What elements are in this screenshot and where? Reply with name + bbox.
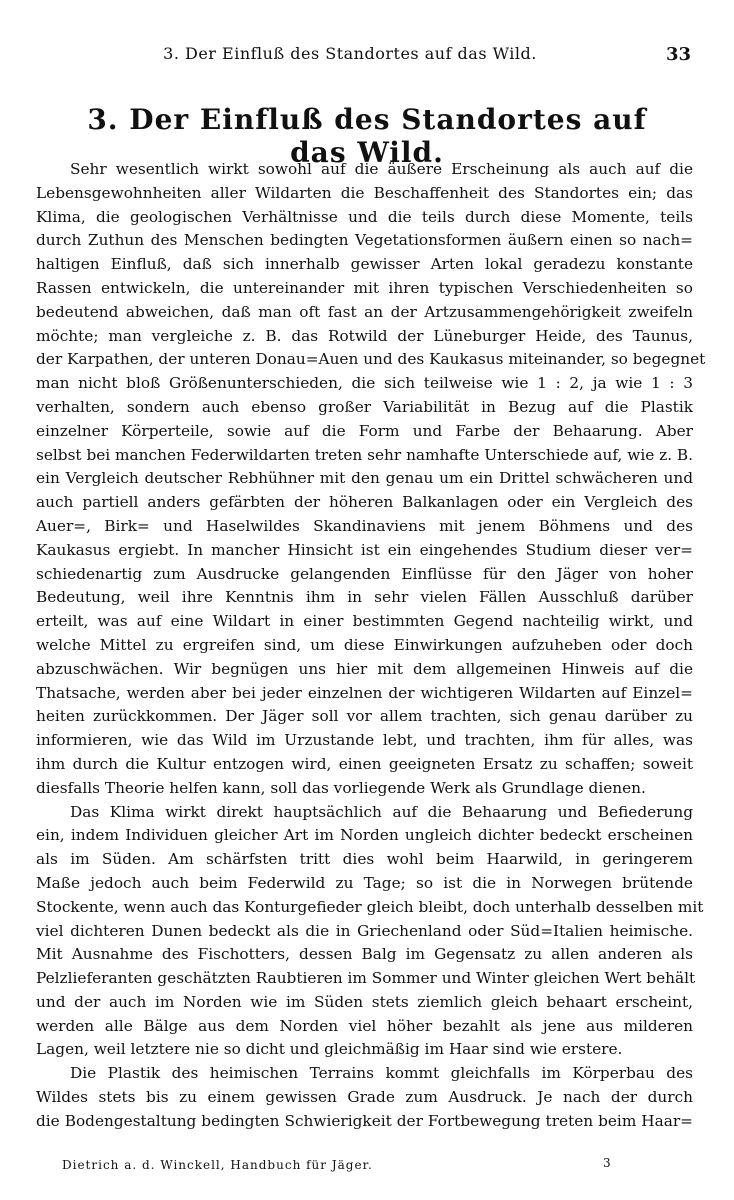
text-line: welche Mittel zu ergreifen sind, um diese Einwirkungen aufzuheben oder doch: [36, 635, 693, 654]
text-line: Pelzlieferanten geschätzten Raubtieren im Sommer und Winter gleichen Wert behält: [36, 969, 696, 988]
paragraph: [36, 801, 704, 1063]
text-line: heiten zurückkommen. Der Jäger soll vor allem trachten, sich genau darüber zu: [36, 707, 693, 726]
text-line: informieren, wie das Wild im Urzustande lebt, und trachten, ihm für alles, was: [36, 731, 693, 750]
text-line: diesfalls Theorie helfen kann, soll das vorliegende Werk als Grundlage dienen.: [36, 778, 646, 797]
text-line: als im Süden. Am schärfsten tritt dies wohl beim Haarwild, in geringerem: [36, 850, 693, 869]
text-line: Lagen, weil letztere nie so dicht und gleichmäßig im Haar sind wie erstere.: [36, 1040, 623, 1059]
text-line: erteilt, was auf eine Wildart in einer bestimmten Gegend nachteilig wirkt, und: [36, 612, 693, 631]
text-line: und der auch im Norden wie im Süden stets ziemlich gleich behaart erscheint,: [36, 992, 693, 1011]
chapter-title: 3. Der Einfluß des Standortes auf das Wild.: [87, 103, 647, 169]
footer-credit: Dietrich a. d. Winckell, Handbuch für Jäger.: [62, 1158, 373, 1172]
text-line: bedeutend abweichen, daß man oft fast an der Artzusammengehörigkeit zweifeln: [36, 302, 693, 321]
paragraph: [36, 1062, 693, 1133]
text-line: Das Klima wirkt direkt hauptsächlich auf die Behaarung und Befiederung: [70, 802, 693, 821]
text-line: Die Plastik des heimischen Terrains kommt gleichfalls im Körperbau des: [70, 1064, 693, 1083]
text-line: Sehr wesentlich wirkt sowohl auf die äußere Erscheinung als auch auf die: [70, 160, 693, 178]
text-line: abzuschwächen. Wir begnügen uns hier mit dem allgemeinen Hinweis auf die: [36, 659, 693, 678]
text-line: durch Zuthun des Menschen bedingten Vegetationsformen äußern einen so nach=: [36, 231, 693, 250]
running-head: [0, 44, 734, 70]
text-line: Bedeutung, weil ihre Kenntnis ihm in sehr vielen Fällen Ausschluß darüber: [36, 588, 693, 607]
text-line: Klima, die geologischen Verhältnisse und die teils durch diese Momente, teils: [36, 207, 693, 226]
page-footer: [0, 1158, 734, 1180]
text-line: man nicht bloß Größenunterschieden, die sich teilweise wie 1 : 2, ja wie 1 : 3: [36, 374, 693, 393]
text-line: Lebensgewohnheiten aller Wildarten die Beschaffenheit des Standortes ein; das: [36, 183, 693, 202]
signature-mark: 3: [603, 1156, 611, 1170]
text-line: auch partiell anders gefärbten der höheren Balkanlagen oder ein Vergleich des: [36, 493, 693, 512]
text-line: Kaukasus ergiebt. In mancher Hinsicht ist ein eingehendes Studium dieser ver=: [36, 540, 693, 559]
text-line: schiedenartig zum Ausdrucke gelangenden Einflüsse für den Jäger von hoher: [36, 564, 693, 583]
text-line: Wildes stets bis zu einem gewissen Grade zum Ausdruck. Je nach der durch: [36, 1088, 693, 1107]
text-line: Auer=, Birk= und Haselwildes Skandinaviens mit jenem Böhmens und des: [36, 516, 693, 535]
text-line: einzelner Körperteile, sowie auf die Form und Farbe der Behaarung. Aber: [36, 421, 693, 440]
text-line: ihm durch die Kultur entzogen wird, einen geeigneten Ersatz zu schaffen; soweit: [36, 754, 693, 773]
page-number: 33: [666, 44, 692, 65]
body-text: [36, 158, 706, 1134]
text-line: der Karpathen, der unteren Donau=Auen und des Kaukasus miteinander, so begegnet: [36, 350, 706, 369]
paragraph: [36, 158, 706, 801]
text-line: Stockente, wenn auch das Konturgefieder gleich bleibt, doch unterhalb desselben mit: [36, 897, 704, 916]
text-line: verhalten, sondern auch ebenso großer Variabilität in Bezug auf die Plastik: [36, 397, 693, 416]
text-line: Rassen entwickeln, die untereinander mit ihren typischen Verschiedenheiten so: [36, 278, 693, 297]
text-line: Maße jedoch auch beim Federwild zu Tage; so ist die in Norwegen brütende: [36, 873, 693, 892]
text-line: haltigen Einfluß, daß sich innerhalb gewisser Arten lokal geradezu konstante: [36, 255, 693, 274]
running-title: 3. Der Einfluß des Standortes auf das Wild.: [163, 44, 537, 63]
text-line: möchte; man vergleiche z. B. das Rotwild der Lüneburger Heide, des Taunus,: [36, 326, 693, 345]
text-line: ein, indem Individuen gleicher Art im Norden ungleich dichter bedeckt erscheinen: [36, 826, 693, 845]
text-line: selbst bei manchen Federwildarten treten sehr namhafte Unterschiede auf, wie z. B.: [36, 445, 694, 464]
text-line: werden alle Bälge aus dem Norden viel höher bezahlt als jene aus milderen: [36, 1016, 693, 1035]
text-line: Mit Ausnahme des Fischotters, dessen Balg im Gegensatz zu allen anderen als: [36, 945, 693, 964]
text-line: ein Vergleich deutscher Rebhühner mit den genau um ein Drittel schwächeren und: [36, 469, 693, 488]
text-line: Thatsache, werden aber bei jeder einzelnen der wichtigeren Wildarten auf Einzel=: [36, 683, 693, 702]
text-line: die Bodengestaltung bedingten Schwierigkeit der Fortbewegung treten beim Haar=: [36, 1111, 693, 1130]
text-line: viel dichteren Dunen bedeckt als die in Griechenland oder Süd=Italien heimische.: [36, 921, 693, 940]
